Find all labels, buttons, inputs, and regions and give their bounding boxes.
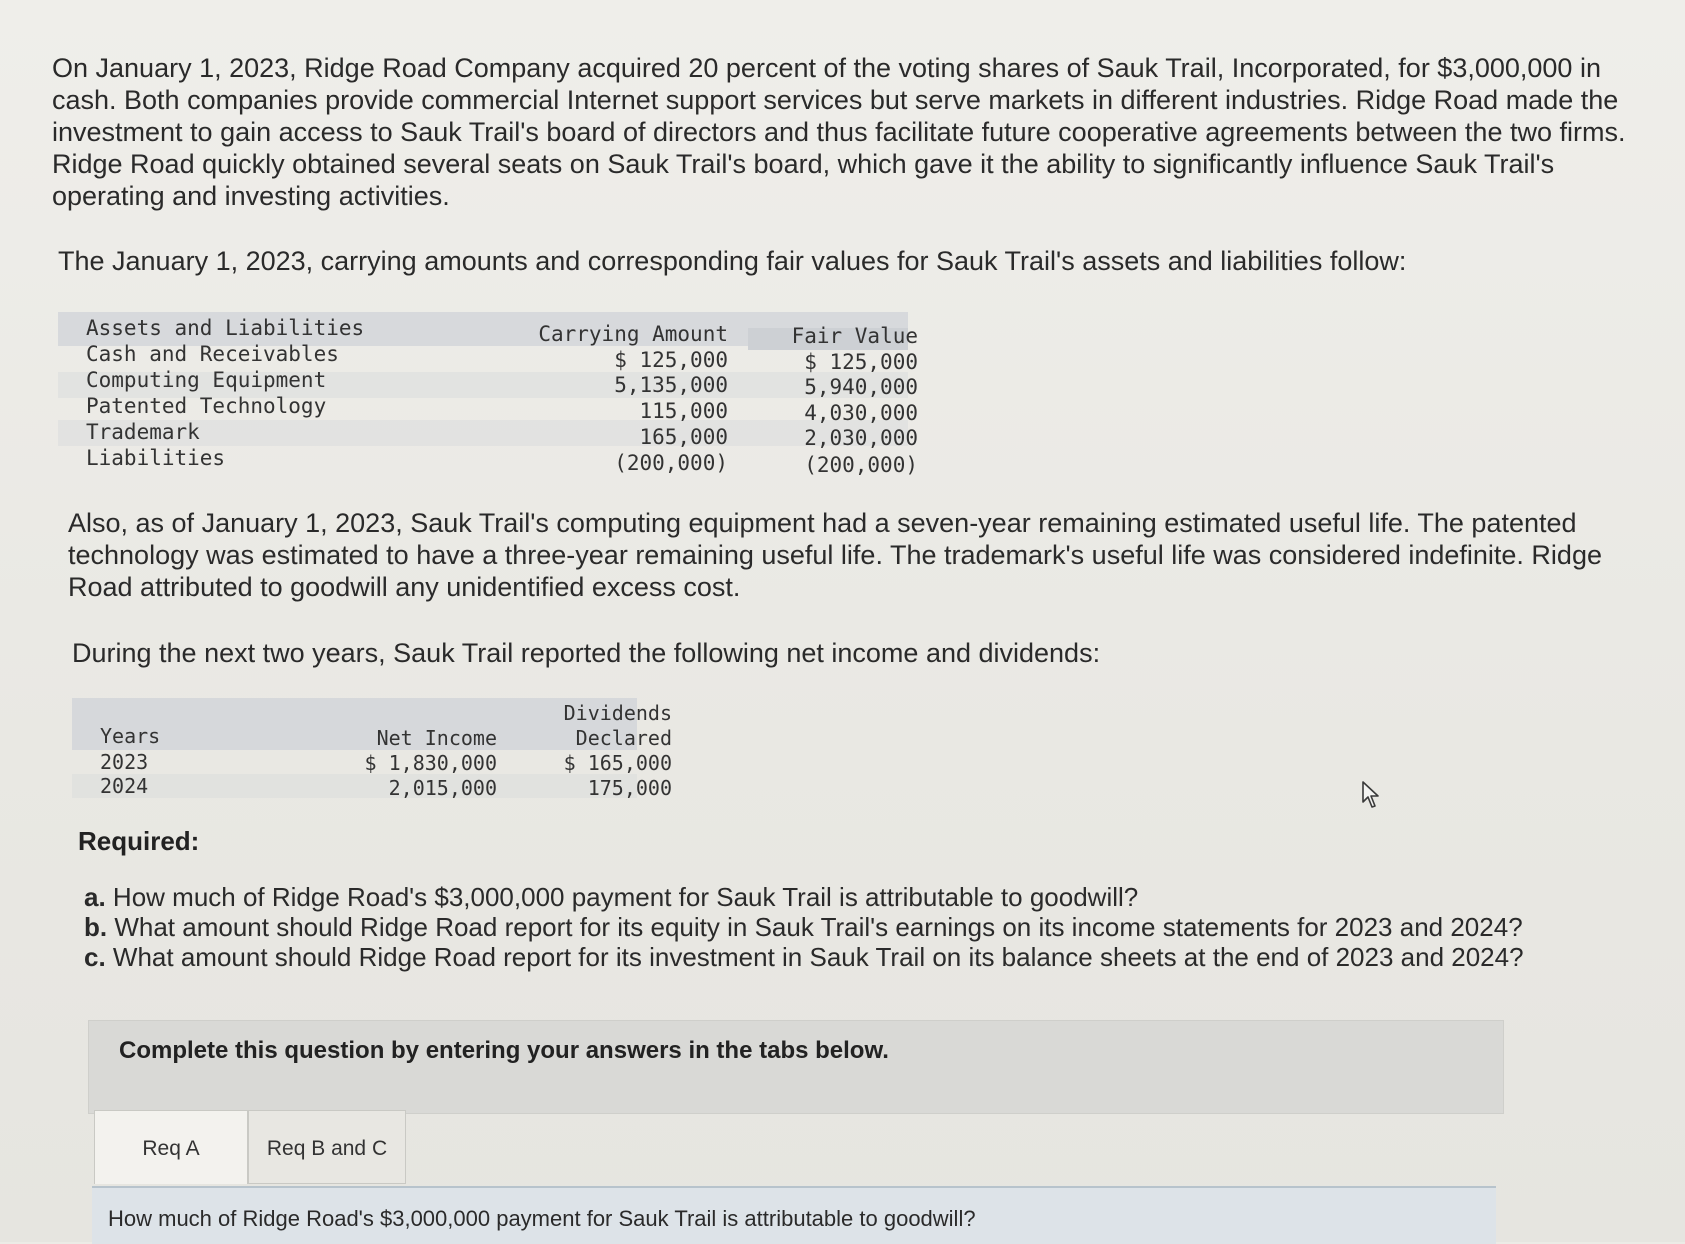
table-row-fair: 2,030,000: [804, 426, 918, 450]
instruction-text: Complete this question by entering your answers in the tabs below.: [119, 1037, 889, 1064]
income-intro: During the next two years, Sauk Trail reported the following net income and dividends:: [72, 638, 1101, 668]
item-letter: b.: [84, 912, 108, 942]
table-row-div: $ 165,000: [563, 751, 672, 775]
table-row-carrying: 5,135,000: [614, 373, 728, 397]
table-row-fair: $ 125,000: [804, 350, 918, 374]
col-header-net-income: Net Income: [376, 726, 497, 750]
item-text: How much of Ridge Road's $3,000,000 payment for Sauk Trail is attributable to goodwill?: [112, 882, 1139, 912]
table-row-year: 2024: [100, 774, 149, 798]
required-list: [84, 882, 1664, 972]
col-header-carrying: Carrying Amount: [538, 322, 728, 346]
table-row-net: $ 1,830,000: [364, 751, 497, 775]
table-row-label: Patented Technology: [86, 394, 327, 418]
table-row-label: Liabilities: [86, 446, 226, 470]
col-header-dividends-2: Declared: [575, 726, 672, 750]
table-row-fair: (200,000): [804, 453, 918, 477]
table-row-year: 2023: [100, 750, 149, 774]
list-item: [84, 942, 1664, 972]
table-row-fair: 4,030,000: [804, 401, 918, 425]
col-header-dividends-1: Dividends: [563, 701, 672, 725]
required-heading: Required:: [78, 826, 200, 856]
table-row-label: Trademark: [86, 420, 200, 444]
table-row-carrying: 115,000: [639, 399, 728, 423]
list-item: [84, 912, 1664, 942]
tab-req-a[interactable]: Req A: [94, 1110, 248, 1184]
instruction-box: [88, 1020, 1504, 1114]
col-header-years: Years: [100, 724, 161, 748]
mouse-pointer-icon: [1360, 780, 1386, 810]
table-row-label: Computing Equipment: [86, 368, 327, 392]
income-dividends-table: [72, 698, 672, 806]
col-header-fair: Fair Value: [791, 324, 918, 348]
table-row-net: 2,015,000: [388, 776, 497, 800]
col-header-assets: Assets and Liabilities: [86, 316, 365, 340]
list-item: [84, 882, 1664, 912]
table-row-carrying: $ 125,000: [614, 348, 728, 372]
table-row-fair: 5,940,000: [804, 375, 918, 399]
useful-life-paragraph: Also, as of January 1, 2023, Sauk Trail's computing equipment had a seven-year remaining estimated useful life. The patented technology was estimated to have a three-year remaining useful life. The trademark's useful life was considered indefinite. Ridge Road attributed to goodwill any unidentified excess cost.: [68, 508, 1602, 602]
table-row-label: Cash and Receivables: [86, 342, 339, 366]
question-panel: [92, 1186, 1496, 1244]
fair-value-intro: The January 1, 2023, carrying amounts and corresponding fair values for Sauk Trail's assets and liabilities follow:: [58, 246, 1407, 276]
tab-req-b-and-c[interactable]: Req B and C: [248, 1110, 406, 1184]
item-text: What amount should Ridge Road report for its equity in Sauk Trail's earnings on its income statements for 2023 and 2024?: [114, 912, 1523, 942]
table-row-carrying: 165,000: [639, 425, 728, 449]
item-letter: c.: [84, 942, 106, 972]
assets-liabilities-table: [58, 312, 918, 484]
item-text: What amount should Ridge Road report for its investment in Sauk Trail on its balance sheets at the end of 2023 and 2024?: [112, 942, 1524, 972]
item-letter: a.: [84, 882, 106, 912]
question-text: How much of Ridge Road's $3,000,000 payment for Sauk Trail is attributable to goodwill?: [108, 1206, 976, 1231]
table-row-carrying: (200,000): [614, 451, 728, 475]
table-row-div: 175,000: [587, 776, 672, 800]
intro-paragraph: On January 1, 2023, Ridge Road Company acquired 20 percent of the voting shares of Sauk Trail, Incorporated, for $3,000,000 in cash. Both companies provide commercial Internet support services but serve markets in different industries. Ridge Road made the investment to gain access to Sauk Trail's board of directors and thus facilitate future cooperative agreements between the two firms. Ridge Road quickly obtained several seats on Sauk Trail's board, which gave it the ability to significantly influence Sauk Trail's operating and investing activities.: [52, 53, 1626, 211]
